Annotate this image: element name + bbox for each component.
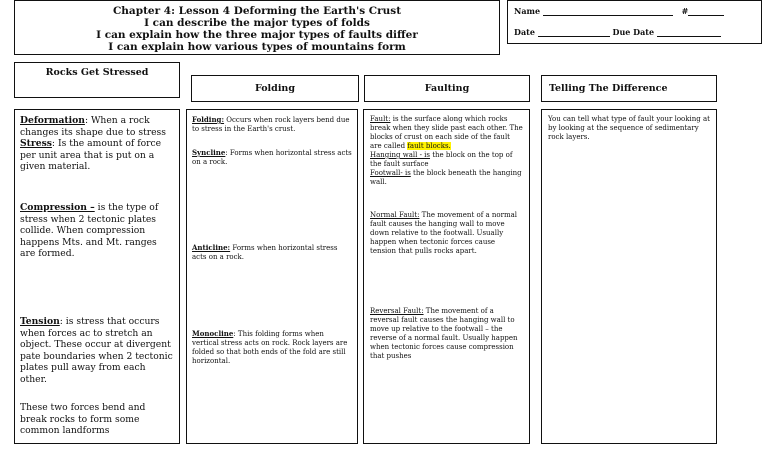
title-line-3: I can explain how the three major types of faults differ — [96, 29, 418, 41]
telling-difference-column — [541, 109, 717, 444]
tension-definition: : is stress that occurs when forces ac to stretch an object. These occur at divergent pate boundaries when 2 tectonic plates pull away from each other. — [20, 316, 173, 385]
hanging-wall-term: Hanging wall - is — [370, 151, 431, 159]
number-field[interactable] — [688, 6, 724, 16]
due-date-label: Due Date — [612, 27, 655, 37]
normal-fault-definition: The movement of a normal fault causes the hanging wall to move down relative to the footwall. Usually happen when tectonic forces cause tension that pulls rocks apart. — [370, 211, 518, 255]
tension-block — [20, 316, 174, 385]
deformation-definition: : When a rock changes its shape due to stress — [20, 115, 166, 138]
anticline-term: Anticline: — [192, 243, 231, 252]
syncline-block — [192, 148, 352, 167]
lesson-title-box — [14, 0, 500, 55]
name-date-box — [507, 0, 762, 44]
due-date-field[interactable] — [657, 27, 721, 37]
syncline-definition: : Forms when horizontal stress acts on a rock. — [192, 149, 352, 166]
number-label: # — [681, 6, 689, 16]
monocline-block — [192, 329, 352, 366]
date-row — [514, 27, 721, 37]
rocks-stressed-header: Rocks Get Stressed — [14, 62, 180, 98]
normal-fault-term: Normal Fault: — [370, 211, 420, 219]
deformation-block — [20, 115, 174, 173]
deformation-term: Deformation — [20, 115, 85, 126]
reversal-fault-block — [370, 307, 523, 361]
stress-definition: : Is the amount of force per unit area that is put on a given material. — [20, 138, 162, 172]
faulting-header: Faulting — [364, 75, 530, 102]
syncline-term: Syncline — [192, 148, 226, 157]
date-field[interactable] — [538, 27, 610, 37]
name-field[interactable] — [543, 6, 673, 16]
rocks-closing-text: These two forces bend and break rocks to form some common landforms — [20, 402, 146, 436]
stress-term: Stress — [20, 138, 52, 149]
folding-definition: Occurs when rock layers bend due to stress in the Earth's crust. — [192, 116, 350, 133]
tension-term: Tension — [20, 316, 60, 327]
footwall-term: Footwall- is — [370, 169, 411, 177]
fault-definition: is the surface along which rocks break when they slide past each other. The blocks of crust on each side of the fault are called — [370, 115, 523, 150]
monocline-definition: : This folding forms when vertical stress acts on rock. Rock layers are folded so that both ends of the fold are still horizontal. — [192, 330, 348, 365]
title-line-2: I can describe the major types of folds — [144, 17, 370, 29]
title-line-4: I can explain how various types of mountains form — [108, 41, 406, 53]
folding-term: Folding: — [192, 115, 225, 124]
hanging-wall-definition: the block on the top of the fault surface — [370, 151, 513, 168]
date-label: Date — [514, 27, 535, 37]
telling-difference-text: You can tell what type of fault your looking at by looking at the sequence of sedimentary rock layers. — [548, 115, 710, 141]
title-line-1: Chapter 4: Lesson 4 Deforming the Earth's Crust — [112, 5, 402, 17]
anticline-definition: Forms when horizontal stress acts on a rock. — [192, 244, 338, 261]
name-label: Name — [514, 6, 541, 16]
name-row — [514, 6, 724, 16]
rocks-stressed-column — [14, 109, 180, 444]
telling-difference-header: Telling The Difference — [541, 75, 717, 102]
monocline-term: Monocline — [192, 329, 234, 338]
folding-block — [192, 115, 352, 134]
compression-definition: is the type of stress when 2 tectonic plates collide. When compression happens Mts. and Mt. ranges are formed. — [20, 202, 159, 259]
folding-column — [186, 109, 358, 444]
folding-header: Folding — [191, 75, 359, 102]
reversal-fault-term: Reversal Fault: — [370, 307, 424, 315]
footwall-definition: the block beneath the hanging wall. — [370, 169, 522, 186]
fault-block — [370, 115, 523, 187]
normal-fault-block — [370, 211, 523, 256]
fault-term: Fault: — [370, 115, 391, 123]
faulting-column — [363, 109, 530, 444]
compression-term: Compression – — [20, 202, 95, 213]
anticline-block — [192, 243, 352, 262]
fault-blocks-highlight: fault blocks. — [407, 142, 451, 150]
compression-block — [20, 202, 174, 260]
reversal-fault-definition: The movement of a reversal fault causes the hanging wall to move up relative to the footwall – the reverse of a normal fault. Usually happen when tectonic forces cause compression that pushes — [370, 307, 518, 360]
